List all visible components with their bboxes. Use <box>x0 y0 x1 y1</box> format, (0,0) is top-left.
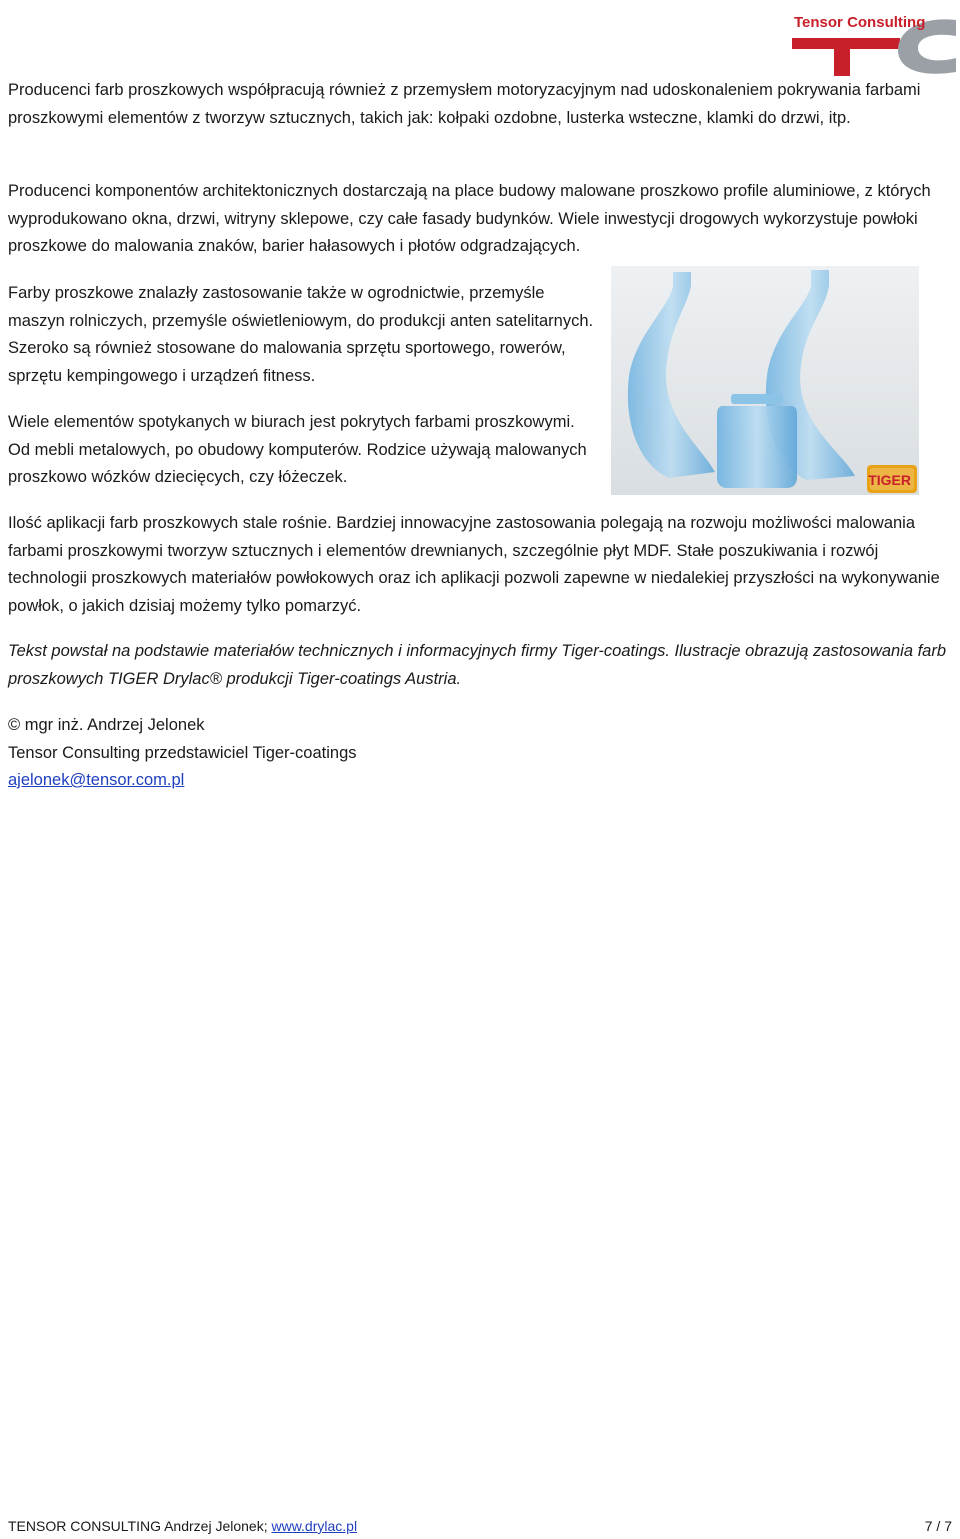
paragraph-architecture: Producenci komponentów architektonicznych dostarczają na place budowy malowane proszkowo profile aluminiowe, z których wyprodukowano okna, drzwi, witryny sklepowe, czy całe fasady budynków. Wiele inwestycji drogowych wykorzystuje powłoki proszkowe do malowania znaków, barier hałasowych i płotów odgradzających. <box>8 182 931 255</box>
source-note: Tekst powstał na podstawie materiałów technicznych i informacyjnych firmy Tiger-coatings. Ilustracje obrazują zastosowania farb proszkowych TIGER Drylac® produkcji Tiger-coatings Austria. <box>8 642 947 688</box>
footer-left <box>8 1518 357 1534</box>
page-footer <box>8 1518 952 1534</box>
paragraph-office: Wiele elementów spotykanych w biurach jest pokrytych farbami proszkowymi. Od mebli metalowych, po obudowy komputerów. Rodzice używają malowanych proszkowo wózków dziecięcych, czy łóżeczek. <box>8 413 587 486</box>
tiger-badge-text: TIGER <box>868 472 911 488</box>
bottles-illustration <box>611 266 919 495</box>
tensor-consulting-logo <box>786 6 956 76</box>
footer-link[interactable]: www.drylac.pl <box>271 1518 358 1534</box>
email-link[interactable]: ajelonek@tensor.com.pl <box>8 771 185 789</box>
glass-bottles-photo <box>611 266 919 495</box>
signature-block <box>8 712 357 795</box>
paragraph-automotive: Producenci farb proszkowych współpracują również z przemysłem motoryzacyjnym nad udoskonaleniem pokrywania farbami proszkowymi elementów z tworzyw sztucznych, takich jak: kołpaki ozdobne, lusterka wsteczne, klamki do drzwi, itp. <box>8 81 921 127</box>
author-line: © mgr inż. Andrzej Jelonek <box>8 716 205 734</box>
paragraph-innovation: Ilość aplikacji farb proszkowych stale rośnie. Bardziej innowacyjne zastosowania polegają na rozwoju możliwości malowania farbami proszkowymi tworzyw sztucznych i elementów drewnianych, szczególnie płyt MDF. Stałe poszukiwania i rozwój technologii proszkowych materiałów powłokowych oraz ich aplikacji pozwoli zapewne w niedalekiej przyszłości na wykonywanie powłok, o jakich dzisiaj możemy tylko pomarzyć. <box>8 514 940 615</box>
footer-author: TENSOR CONSULTING Andrzej Jelonek; <box>8 1518 272 1534</box>
logo-text: Tensor Consulting <box>794 14 926 31</box>
paragraph-industry: Farby proszkowe znalazły zastosowanie także w ogrodnictwie, przemyśle maszyn rolniczych, przemyśle oświetleniowym, do produkcji anten satelitarnych. Szeroko są również stosowane do malowania sprzętu sportowego, rowerów, sprzętu kempingowego i urządzeń fitness. <box>8 284 594 385</box>
page-number: 7 / 7 <box>924 1518 952 1534</box>
role-line: Tensor Consulting przedstawiciel Tiger-coatings <box>8 743 357 762</box>
